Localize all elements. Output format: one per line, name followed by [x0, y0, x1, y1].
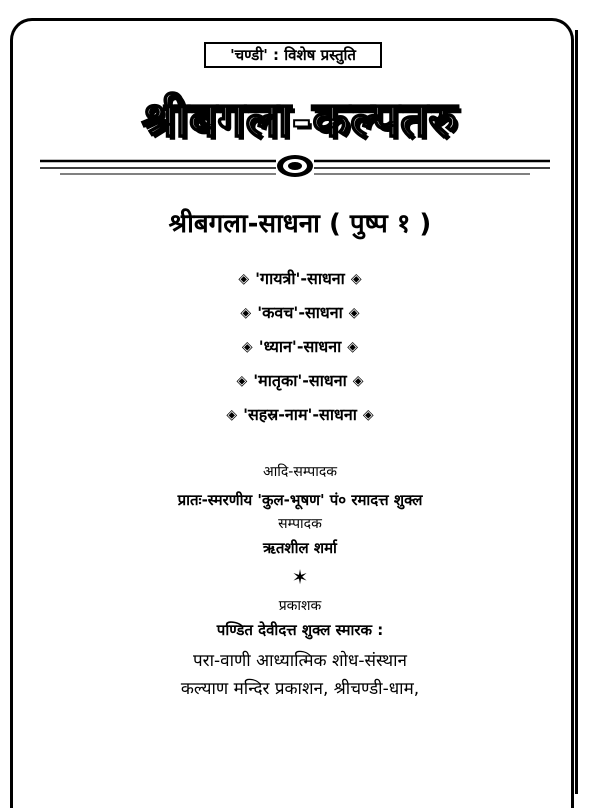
contents-item: [0, 296, 600, 330]
publisher-label: प्रकाशक: [278, 598, 322, 614]
contents-item: [0, 330, 600, 364]
contents-item-label: 'मातृका'-साधना: [253, 371, 347, 390]
diamond-bullet-icon: ◈: [362, 407, 374, 423]
contents-item-label: 'सहस्र-नाम'-साधना: [243, 405, 357, 424]
publisher-line-1: पण्डित देवीदत्त शुक्ल स्मारक :: [216, 621, 384, 639]
publisher-line-2: परा-वाणी आध्यात्मिक शोध-संस्थान: [193, 651, 407, 671]
editor-label: सम्पादक: [278, 516, 322, 532]
diamond-bullet-icon: ◈: [241, 339, 253, 355]
contents-item-label: 'ध्यान'-साधना: [258, 337, 342, 356]
diamond-bullet-icon: ◈: [350, 271, 362, 287]
star-separator-icon: ✶: [291, 565, 309, 589]
title-ornament-divider: [40, 152, 550, 182]
diamond-bullet-icon: ◈: [226, 407, 238, 423]
diamond-bullet-icon: ◈: [348, 305, 360, 321]
contents-item-label: 'गायत्री'-साधना: [255, 269, 345, 288]
diamond-bullet-icon: ◈: [236, 373, 248, 389]
diamond-bullet-icon: ◈: [238, 271, 250, 287]
editor-name: ऋतशील शर्मा: [263, 539, 337, 557]
contents-item: [0, 398, 600, 432]
subtitle: श्रीबगला-साधना ( पुष्प १ ): [168, 209, 432, 239]
contents-item: [0, 262, 600, 296]
diamond-bullet-icon: ◈: [352, 373, 364, 389]
diamond-bullet-icon: ◈: [347, 339, 359, 355]
founding-editor-name: प्रातः-स्मरणीय 'कुल-भूषण' पं० रमादत्त शुक्ल: [177, 491, 423, 509]
series-tag: 'चण्डी' : विशेष प्रस्तुति: [204, 42, 382, 68]
contents-item-label: 'कवच'-साधना: [257, 303, 343, 322]
founding-editor-label: आदि-सम्पादक: [262, 464, 338, 480]
diamond-bullet-icon: ◈: [240, 305, 252, 321]
main-title: श्रीबगला-कल्पतरु: [141, 92, 459, 148]
contents-list: [0, 262, 600, 432]
publisher-line-3: कल्याण मन्दिर प्रकाशन, श्रीचण्डी-धाम,: [180, 679, 420, 699]
contents-item: [0, 364, 600, 398]
